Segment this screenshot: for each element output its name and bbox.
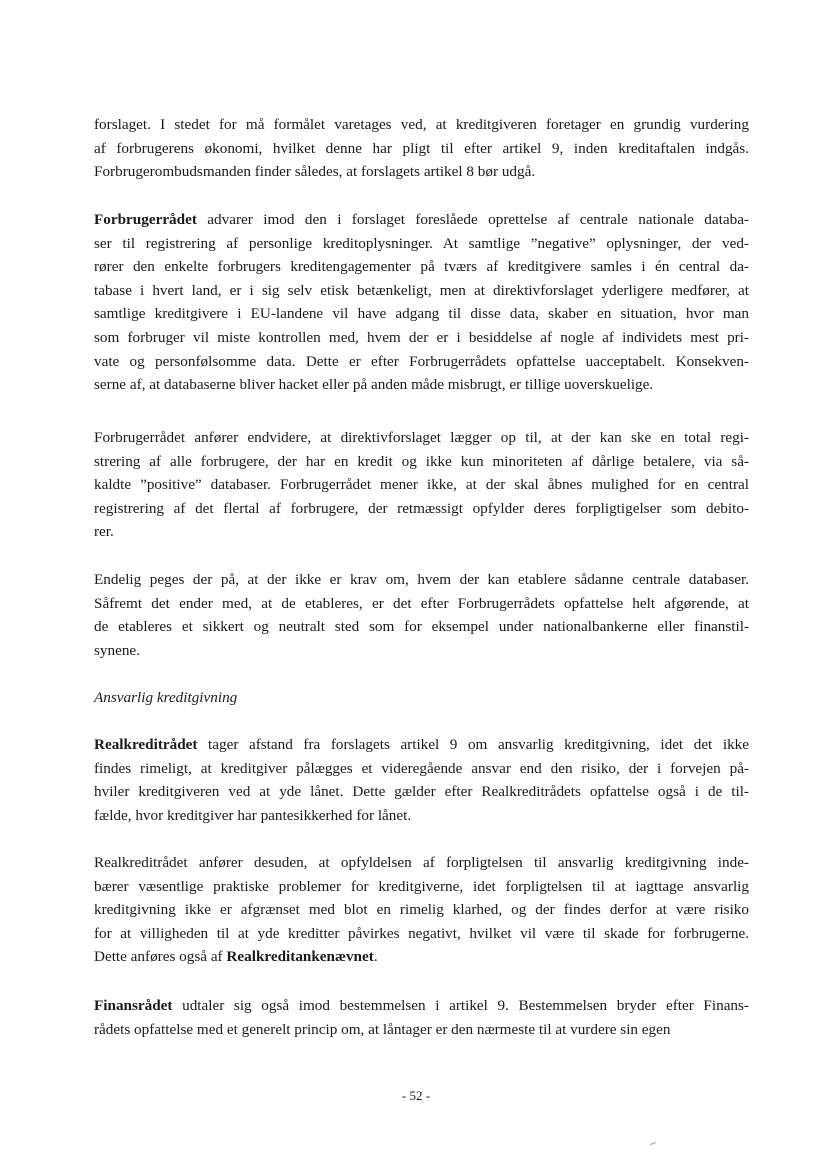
text-run: hviler kreditgiveren ved at yde lånet. Dette gælder efter Realkreditrådets opfattelse også i de til- [94,783,749,801]
text-line [94,113,749,137]
text-run: Realkreditrådet anfører desuden, at opfyldelsen af forpligtelsen til ansvarlig kreditgivning inde- [94,854,749,871]
bold-term: Realkreditankenævnet [226,948,374,966]
text-run: de etableres et sikkert og neutralt sted som for eksempel under nationalbankerne eller finanstil- [94,618,749,636]
section-heading: Ansvarlig kreditgivning [94,689,238,706]
text-line [94,733,749,757]
text-run: forslaget. I stedet for må formålet varetages ved, at kreditgiveren foretager en grundig vurdering [94,116,749,133]
text-line [94,568,749,592]
text-run: bærer væsentlige praktiske problemer for kreditgiverne, idet forpligtelsen til at iagttage ansvarlig [94,877,749,895]
paragraph-realkreditraadet-desuden [94,851,749,969]
text-line [94,994,749,1018]
text-run: Endelig peges der på, at der ikke er krav om, hvem der kan etablere sådanne centrale databaser. [94,571,749,588]
text-run: Såfremt det ender med, at de etableres, er det efter Forbrugerrådets opfattelse helt afgørende, at [94,594,749,612]
text-line [94,851,749,875]
bold-term: Forbrugerrådet [94,211,197,228]
text-run: tager afstand fra forslagets artikel 9 om ansvarlig kreditgivning, idet det ikke [197,736,749,753]
text-run: registrering af det flertal af forbrugere, der retmæssigt opfylder deres forpligtigelser som debito- [94,499,749,517]
text-line [94,450,749,474]
text-run: findes rimeligt, at kreditgiver pålægges et videregående ansvar end den risiko, der i forvejen på- [94,759,749,777]
text-line [94,922,749,946]
paragraph-finansraadet [94,994,749,1041]
text-line [94,1018,749,1042]
text-line [94,208,749,232]
paragraph-forbrugerraadet-registrering [94,426,749,544]
text-run: fælde, hvor kreditgiver har pantesikkerhed for lånet. [94,806,412,824]
paragraph-centrale-databaser [94,568,749,662]
text-run: tabase i hvert land, er i sig selv etisk betænkeligt, men at direktivforslaget yderligere medfører, at [94,281,749,299]
text-line [94,898,749,922]
text-line [94,302,749,326]
text-line [94,497,749,521]
page-number: - 52 - [401,1088,431,1103]
text-line [94,160,749,184]
bold-term: Finansrådet [94,997,173,1014]
text-run: Forbrugerrådet anfører endvidere, at direktivforslaget lægger op til, at der kan ske en total regi- [94,429,749,446]
text-run: kaldte ”positive” databaser. Forbrugerrådet mener ikke, at der skal åbnes mulighed for en central [94,476,749,494]
text-run: samtlige kreditgivere i EU-landene vil have adgang til disse data, skaber en situation, hvor man [94,305,749,323]
text-line [94,780,749,804]
text-run: kreditgivning ikke er afgrænset med blot en rimelig klarhed, og der findes derfor at være risiko [94,901,749,919]
text-run: som forbruger vil miste kontrollen med, hvem der er i besiddelse af nogle af individets mest pri- [94,328,749,346]
text-run: advarer imod den i forslaget foreslåede oprettelse af centrale nationale databa- [196,211,749,228]
text-line [94,426,749,450]
text-run: serne af, at databaserne bliver hacket eller på anden måde misbrugt, er tillige uoverskuelige. [94,376,654,394]
text-line [94,350,749,374]
text-line [94,520,749,544]
text-line [94,232,749,256]
text-run: Forbrugerombudsmanden finder således, at forslagets artikel 8 bør udgå. [94,163,536,181]
text-line [94,279,749,303]
text-line [94,757,749,781]
text-run: ser til registrering af personlige kreditoplysninger. At samtlige ”negative” oplysninger, der ved- [94,234,749,252]
bold-term: Realkreditrådet [94,736,198,753]
text-run: strering af alle forbrugere, der har en kredit og ikke kun minoriteten af dårlige betalere, via så- [94,452,749,470]
paragraph-forbrugerombudsmanden [94,113,749,184]
text-run: rer. [94,523,114,541]
text-run: Dette anføres også af [94,948,227,966]
text-run: rådets opfattelse med et generelt princip om, at låntager er den nærmeste til at vurdere sin egen [94,1020,671,1038]
paragraph-forbrugerraadet-databaser [94,208,749,397]
text-line [94,945,749,969]
text-line [94,615,749,639]
text-line [94,255,749,279]
text-run: vate og personfølsomme data. Dette er efter Forbrugerrådets opfattelse uacceptabelt. Konsekven- [94,352,749,370]
text-line [94,473,749,497]
text-run: udtaler sig også imod bestemmelsen i artikel 9. Bestemmelsen bryder efter Finans- [172,997,749,1014]
scan-artifact [650,1142,656,1145]
text-line [94,592,749,616]
text-run: . [373,948,378,966]
text-line [94,326,749,350]
text-line [94,373,749,397]
text-line [94,804,749,828]
text-run: rører den enkelte forbrugers kreditengagementer på tværs af kreditgivere samles i én central da- [94,258,749,276]
text-line [94,137,749,161]
text-run: synene. [94,641,140,659]
text-run: af forbrugerens økonomi, hvilket denne har pligt til efter artikel 9, inden kreditaftalen indgås. [94,139,749,157]
text-line [94,875,749,899]
text-line [94,639,749,663]
paragraph-realkreditraadet [94,733,749,827]
text-run: for at villigheden til at yde kreditter påvirkes negativt, hvilket vil være til skade for forbrugerne. [94,924,749,942]
